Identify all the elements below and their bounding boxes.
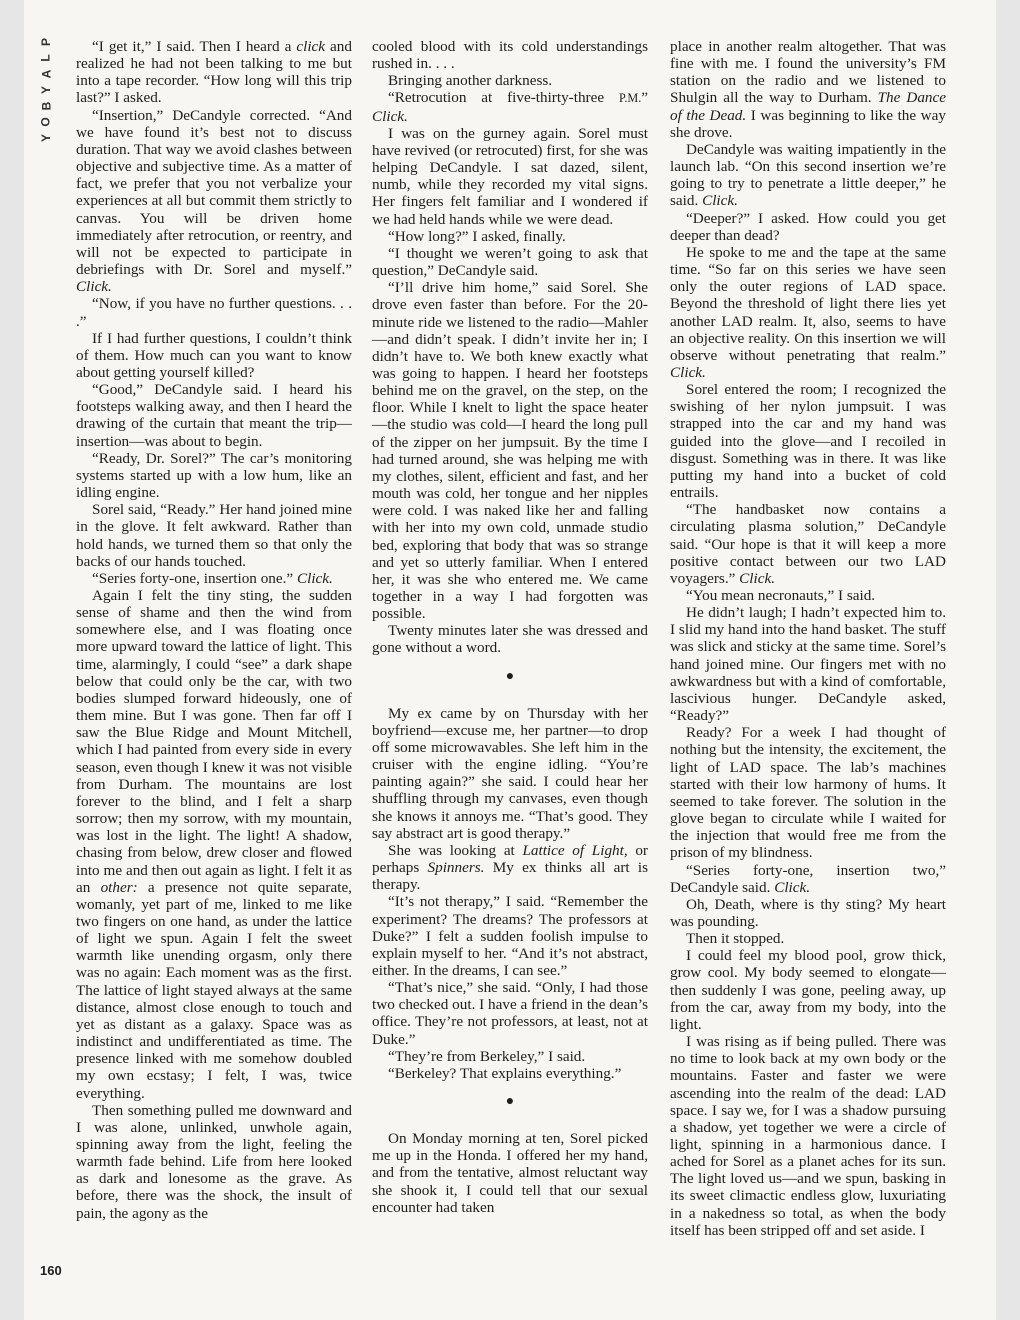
paragraph: Bringing another darkness. [388, 72, 553, 90]
paragraph: “Retrocution at five-thirty-three P.M.” Click. [372, 89, 648, 125]
paragraph: I was rising as if being pulled. There was no time to look back at my own body or the mountains. Faster and faster we were ascending into the realm of the dead: LAD space. I say we, for I was a shadow pursuing a shadow, yet together we were a circle of light, spinning in a harmonious dance. I ached for Sorel as a planet aches for its sun. The light loved us—and we spun, basking in its sweet climactic endless glow, luxuriating in a nakedness so total, as when the body itself has been stripped off and set aside. I [670, 1033, 946, 1239]
paragraph: DeCandyle was waiting impatiently in the launch lab. “On this second insertion we’re going to try to penetrate a little deeper,” he said. Click. [670, 140, 946, 210]
paragraph: Oh, Death, where is thy sting? My heart was pounding. [670, 895, 946, 930]
spine-letter: B [38, 101, 53, 111]
paragraph: “Ready, Dr. Sorel?” The car’s monitoring systems started up with a low hum, like an idling engine. [76, 449, 352, 502]
spine-letter: P [38, 37, 53, 47]
spine-letter: O [39, 117, 53, 127]
paragraph: She was looking at Lattice of Light, or perhaps Spinners. My ex thinks all art is therapy. [372, 841, 648, 894]
paragraph: I was on the gurney again. Sorel must have revived (or retrocuted) first, for she was helping DeCandyle. I sat dazed, silent, numb, while they recorded my vital signs. Her fingers felt familiar and I wondered if we had held hands while we were dead. [372, 124, 648, 228]
section-break-bullet: ● [505, 668, 515, 684]
text-column-2 [372, 38, 648, 1216]
paragraph: If I had further questions, I couldn’t think of them. How much can you want to know about getting yourself killed? [76, 329, 352, 381]
paragraph: “Series forty-one, insertion one.” Click. [92, 569, 333, 587]
paragraph: “I thought we weren’t going to ask that question,” DeCandyle said. [372, 244, 648, 280]
paragraph: Twenty minutes later she was dressed and gone without a word. [372, 622, 648, 657]
paragraph: “I get it,” I said. Then I heard a click and realized he had not been talking to me but into a tape recorder. “How long will this trip last?” I asked. [76, 38, 352, 107]
paragraph: “It’s not therapy,” I said. “Remember the experiment? The dreams? The professors at Duke?” I felt a sudden foolish impulse to explain myself to her. “And it’s not abstract, either. In the dreams, I can see.” [372, 893, 648, 979]
paragraph: “That’s nice,” she said. “Only, I had those two checked out. I have a friend in the dean’s office. They’re not professors, at least, not at Duke.” [372, 979, 648, 1048]
paragraph: cooled blood with its cold understandings rushed in. . . . [372, 38, 648, 73]
paragraph: He didn’t laugh; I hadn’t expected him to. I slid my hand into the hand basket. The stuff was slick and sticky at the same time. Sorel’s hand joined mine. Our fingers met with no awkwardness but with a kind of comfortable, lascivious hunger. DeCandyle asked, “Ready?” [670, 604, 946, 725]
paragraph: Sorel said, “Ready.” Her hand joined mine in the glove. It felt awkward. Rather than hold hands, we turned them so that only the backs of our hands touched. [76, 501, 352, 570]
paragraph: “Berkeley? That explains everything.” [388, 1064, 622, 1082]
spine-letter: Y [38, 133, 53, 143]
page-number: 160 [40, 1263, 62, 1278]
paragraph: “They’re from Berkeley,” I said. [388, 1047, 586, 1065]
spine-letter: L [39, 54, 53, 62]
paragraph: Again I felt the tiny sting, the sudden sense of shame and then the wind from somewhere else, and I was floating once more upward toward the lattice of light. This time, alarmingly, I could “see” a dark shape below that could only be the car, with two bodies slumped forward hideously, one of them mine. But I was gone. Then far off I saw the Blue Ridge and Mount Mitchell, which I had painted from every side in every season, even though I knew it was not visible from Durham. The mountains are lost forever to the blind, and I felt a sharp sorrow; then my sorrow, with my mountain, was lost in the light. The light! A shadow, chasing from below, drew closer and flowed into me and then out again as light. I felt it as an other: a presence not quite separate, womanly, yet part of me, linked to me like two fingers on one hand, as under the lattice of light we spun. Again I felt the sweet warmth like unending orgasm, only there was no again: Each moment was as the first. The lattice of light stayed always at the same distance, almost close enough to touch and yet as distant as a galaxy. Space was as indistinct and undifferentiated as time. The presence linked with me somehow doubled my own ecstasy; I felt, I was, twice everything. [76, 587, 352, 1102]
paragraph: “You mean necronauts,” I said. [686, 587, 876, 604]
paragraph: “I’ll drive him home,” said Sorel. She drove even faster than before. For the 20-minute ride we listened to the radio—Mahler—and didn’t speak. I didn’t invite her in; I didn’t have to. We both knew exactly what was going to happen. I heard her footsteps behind me on the gravel, on the step, on the floor. While I knelt to light the space heater—the studio was cold—I heard the long pull of the zipper on her jumpsuit. By the time I had turned around, she was helping me with my clothes, silent, efficient and fast, and her mouth was cold, her tongue and her nipples were cold. I was naked like her and falling with her into my own cold, unmade studio bed, exploring that body that was so strange and yet so utterly familiar. When I entered her, it was she who entered me. We came together in a way I had forgotten was possible. [372, 279, 648, 623]
paragraph: “How long?” I asked, finally. [388, 227, 566, 245]
paragraph: “Good,” DeCandyle said. I heard his footsteps walking away, and then I heard the drawing of the curtain that meant the trip—insertion—was about to begin. [76, 381, 352, 450]
spine-letter: Y [38, 85, 53, 95]
paragraph: On Monday morning at ten, Sorel picked me up in the Honda. I offered her my hand, and from the tentative, almost reluctant way she shook it, I could tell that our sexual encounter had taken [372, 1130, 648, 1216]
paragraph: He spoke to me and the tape at the same time. “So far on this series we have seen only the outer regions of LAD space. Beyond the threshold of light there lies yet another LAD realm. It, also, seems to have an objective reality. On this insertion we will observe without penetrating that realm.” Click. [670, 243, 946, 381]
paragraph: Then something pulled me downward and I was alone, unlinked, unwhole again, spinning away from the light, feeling the warmth fade behind. Life from here looked as dark and lonesome as the grave. As before, there was the shock, the insult of pain, the agony as the [76, 1101, 352, 1222]
spine-letter: A [38, 69, 53, 79]
paragraph: “Series forty-one, insertion two,” DeCandyle said. Click. [670, 861, 946, 896]
paragraph: I could feel my blood pool, grow thick, grow cool. My body seemed to elongate—then suddenly I was gone, peeling away, up from the car, away from my body, into the light. [670, 947, 946, 1033]
paragraph: My ex came by on Thursday with her boyfriend—excuse me, her partner—to drop off some microwavables. She left him in the cruiser with the engine idling. “You’re painting again?” she said. I could hear her shuffling through my canvases, even though she knows it annoys me. “That’s good. They say abstract art is good therapy.” [372, 704, 648, 842]
section-break-bullet: ● [505, 1094, 515, 1110]
paragraph: Sorel entered the room; I recognized the swishing of her nylon jumpsuit. I was strapped into the car and my hand was guided into the glove—and I recoiled in disgust. Something was in there. It was like putting my hand into a bucket of cold entrails. [670, 381, 946, 502]
paragraph: “Now, if you have no further questions. . . .” [76, 295, 352, 330]
paragraph: “The handbasket now contains a circulating plasma solution,” DeCandyle said. “Our hope is that it will keep a more positive contact between our two LAD voyagers.” Click. [670, 501, 946, 587]
magazine-spine-title [38, 36, 54, 144]
text-column-3 [670, 38, 946, 1239]
paragraph: Ready? For a week I had thought of nothing but the intensity, the excitement, the light of LAD space. The lab’s machines started with their low harmony of hums. It seemed to take forever. The solution in the glove began to circulate while I waited for the injection that would free me from the prison of my blindness. [670, 724, 946, 862]
paragraph: place in another realm altogether. That was fine with me. I found the university’s FM station on the radio and we listened to Shulgin all the way to Durham. The Dance of the Dead. I was beginning to like the way she drove. [670, 38, 946, 141]
magazine-page [24, 0, 996, 1320]
paragraph: Then it stopped. [686, 930, 785, 948]
paragraph: “Insertion,” DeCandyle corrected. “And we have found it’s best not to discuss duration. That way we avoid clashes between objective and subjective time. As a matter of fact, we prefer that you not verbalize your experiences at all but commit them strictly to canvas. You will be driven home immediately after retrocution, or reentry, and will not be expected to participate in debriefings with Dr. Sorel and myself.” Click. [76, 106, 352, 296]
paragraph: “Deeper?” I asked. How could you get deeper than dead? [670, 209, 946, 244]
text-column-1 [76, 38, 352, 1222]
